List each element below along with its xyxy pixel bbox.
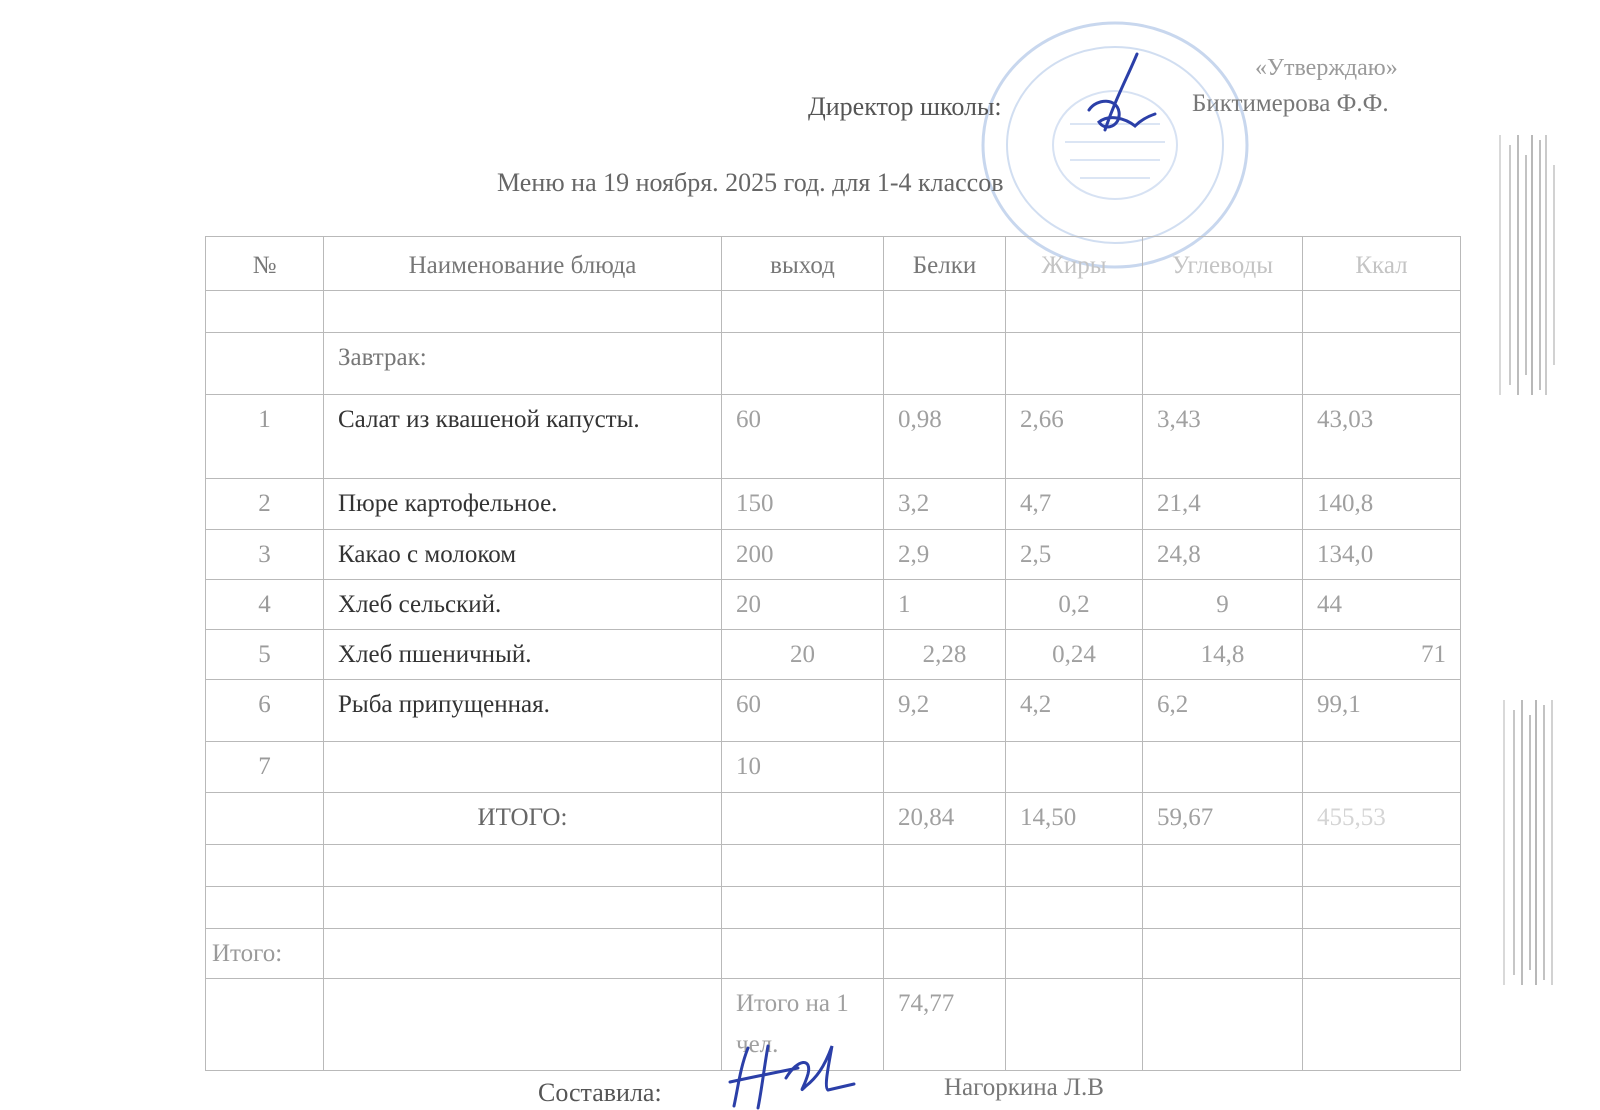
- director-name: Биктимерова Ф.Ф.: [1192, 90, 1389, 117]
- dish-kcal: 71: [1303, 630, 1461, 680]
- dish-name: Салат из квашеной капусты.: [324, 395, 722, 479]
- col-yield-header: выход: [722, 237, 884, 291]
- per-person-label: Итого на 1 чел.: [722, 978, 884, 1070]
- col-protein-header: Белки: [884, 237, 1006, 291]
- page-title: Меню на 19 ноября. 2025 год. для 1-4 классов: [497, 168, 1004, 197]
- dish-carbs: 6,2: [1143, 680, 1303, 742]
- dish-name: [324, 742, 722, 792]
- total-fat: 14,50: [1006, 792, 1143, 844]
- dish-carbs: 3,43: [1143, 395, 1303, 479]
- table-row: [206, 742, 1461, 792]
- dish-carbs: 24,8: [1143, 529, 1303, 579]
- dish-protein: 9,2: [884, 680, 1006, 742]
- row-number: 5: [206, 630, 324, 680]
- table-row: [206, 680, 1461, 742]
- dish-yield: 60: [722, 395, 884, 479]
- total-row: [206, 792, 1461, 844]
- dish-name: Хлеб пшеничный.: [324, 630, 722, 680]
- scan-artifact-top: [1470, 135, 1580, 395]
- total-carbs: 59,67: [1143, 792, 1303, 844]
- dish-yield: 10: [722, 742, 884, 792]
- dish-kcal: [1303, 742, 1461, 792]
- scan-artifact-bottom: [1470, 700, 1580, 985]
- table-row: [206, 579, 1461, 629]
- director-signature: [1075, 48, 1180, 138]
- row-number: 2: [206, 479, 324, 529]
- dish-protein: 0,98: [884, 395, 1006, 479]
- dish-fat: 4,2: [1006, 680, 1143, 742]
- dish-fat: 0,24: [1006, 630, 1143, 680]
- director-label: Директор школы:: [808, 92, 1002, 121]
- col-kcal-header: Ккал: [1303, 237, 1461, 291]
- table-row-empty: [206, 844, 1461, 886]
- dish-name: Рыба припущенная.: [324, 680, 722, 742]
- dish-fat: 4,7: [1006, 479, 1143, 529]
- table-row-section: [206, 333, 1461, 395]
- col-carbs-header: Углеводы: [1143, 237, 1303, 291]
- dish-protein: 2,9: [884, 529, 1006, 579]
- dish-fat: [1006, 742, 1143, 792]
- dish-name: Какао с молоком: [324, 529, 722, 579]
- per-person-value: 74,77: [884, 978, 1006, 1070]
- menu-table: [205, 236, 1461, 1071]
- col-number-header: №: [206, 237, 324, 291]
- total-label: ИТОГО:: [324, 792, 722, 844]
- col-fat-header: Жиры: [1006, 237, 1143, 291]
- dish-carbs: 14,8: [1143, 630, 1303, 680]
- total-kcal: 455,53: [1303, 792, 1461, 844]
- table-row: [206, 529, 1461, 579]
- composer-signature: [728, 1038, 858, 1110]
- total-protein: 20,84: [884, 792, 1006, 844]
- dish-carbs: 9: [1143, 579, 1303, 629]
- dish-protein: 2,28: [884, 630, 1006, 680]
- dish-name: Хлеб сельский.: [324, 579, 722, 629]
- dish-kcal: 43,03: [1303, 395, 1461, 479]
- table-row: [206, 395, 1461, 479]
- dish-yield: 60: [722, 680, 884, 742]
- composer-name: Нагоркина Л.В: [944, 1074, 1104, 1101]
- table-row: [206, 630, 1461, 680]
- dish-protein: 3,2: [884, 479, 1006, 529]
- dish-fat: 0,2: [1006, 579, 1143, 629]
- row-number: 4: [206, 579, 324, 629]
- col-dish-header: Наименование блюда: [324, 237, 722, 291]
- table-header-row: [206, 237, 1461, 291]
- section-label: Завтрак:: [324, 333, 722, 395]
- row-number: 3: [206, 529, 324, 579]
- dish-carbs: [1143, 742, 1303, 792]
- dish-protein: [884, 742, 1006, 792]
- dish-yield: 20: [722, 579, 884, 629]
- dish-carbs: 21,4: [1143, 479, 1303, 529]
- grand-total-label: Итого:: [206, 928, 324, 978]
- composed-by-label: Составила:: [538, 1078, 662, 1107]
- dish-yield: 200: [722, 529, 884, 579]
- table-row-empty: [206, 886, 1461, 928]
- dish-yield: 150: [722, 479, 884, 529]
- table-row-empty: [206, 291, 1461, 333]
- dish-kcal: 99,1: [1303, 680, 1461, 742]
- approved-label: «Утверждаю»: [1255, 55, 1398, 81]
- dish-protein: 1: [884, 579, 1006, 629]
- table-row: [206, 479, 1461, 529]
- row-number: 7: [206, 742, 324, 792]
- grand-total-label-row: [206, 928, 1461, 978]
- row-number: 6: [206, 680, 324, 742]
- dish-fat: 2,66: [1006, 395, 1143, 479]
- dish-kcal: 134,0: [1303, 529, 1461, 579]
- dish-name: Пюре картофельное.: [324, 479, 722, 529]
- dish-yield: 20: [722, 630, 884, 680]
- dish-kcal: 140,8: [1303, 479, 1461, 529]
- row-number: 1: [206, 395, 324, 479]
- dish-fat: 2,5: [1006, 529, 1143, 579]
- dish-kcal: 44: [1303, 579, 1461, 629]
